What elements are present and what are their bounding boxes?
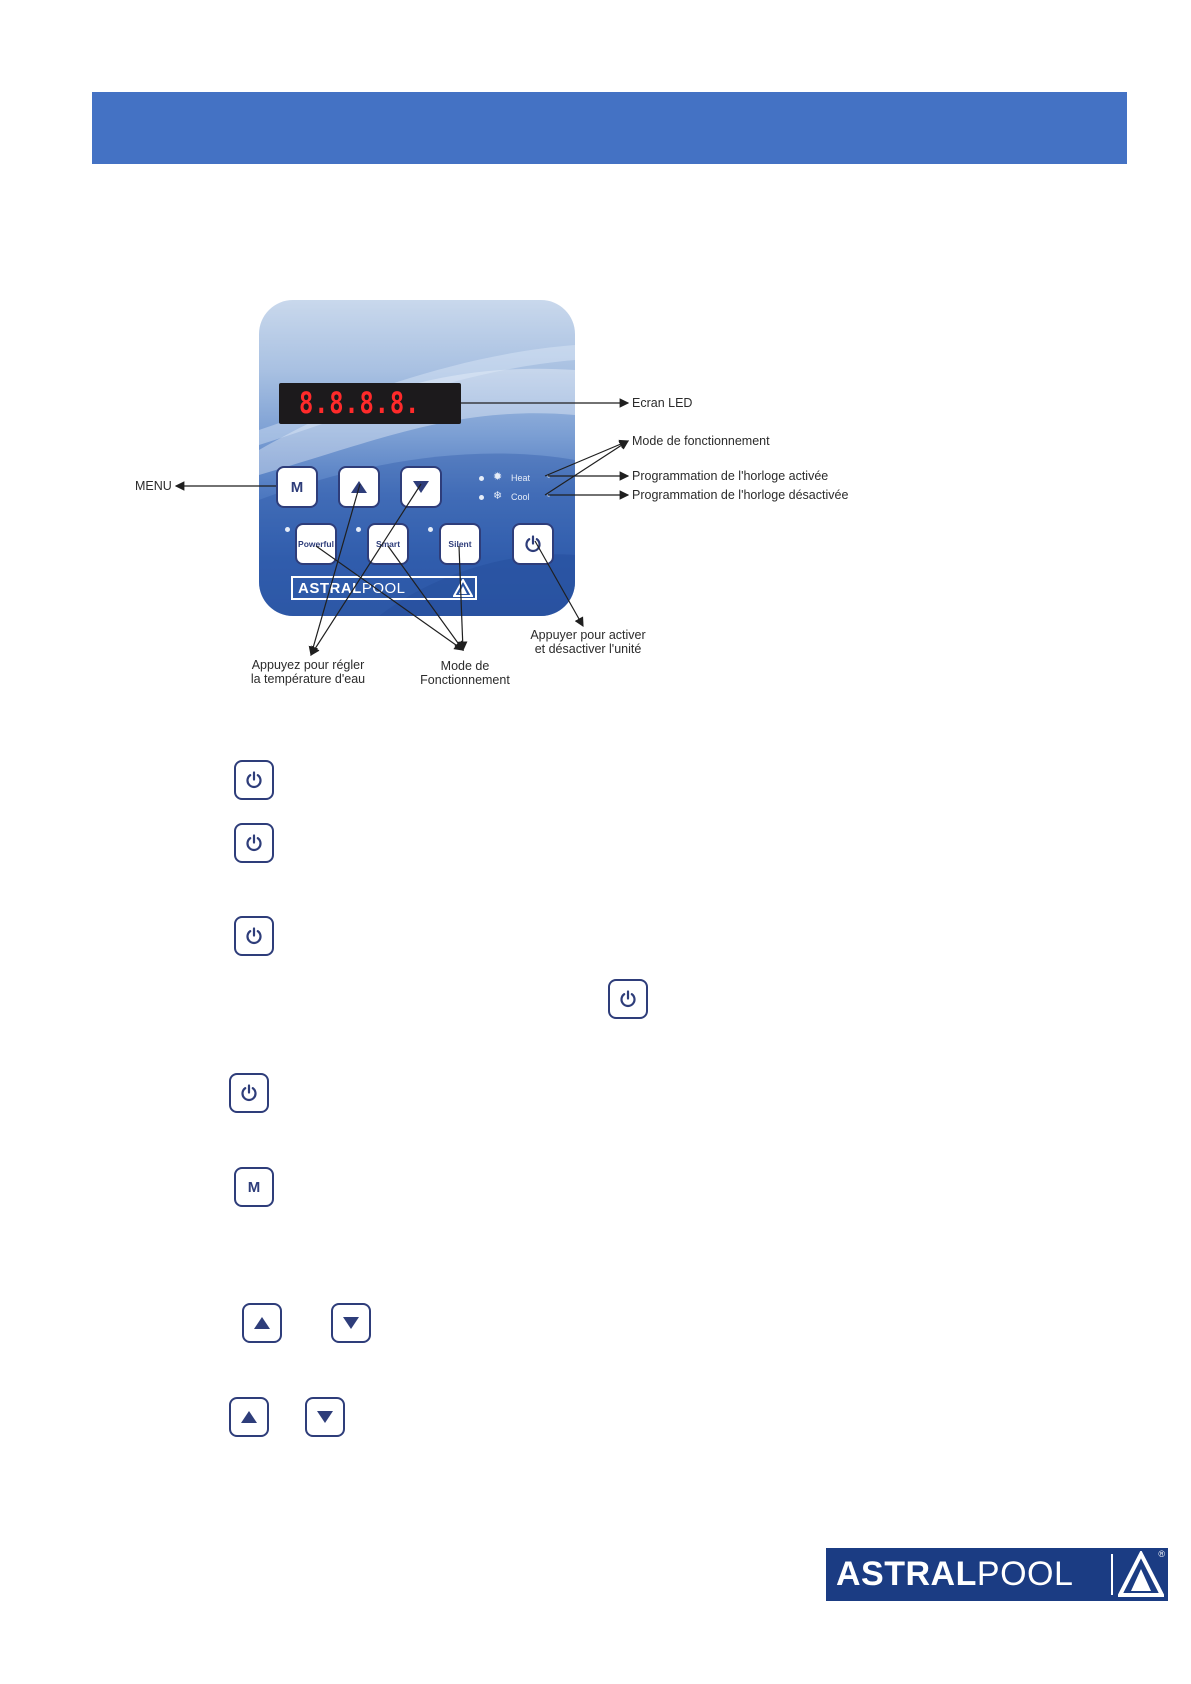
astralpool-logo-icon [1118,1551,1164,1598]
power-annotation-line2: et désactiver l'unité [534,642,642,656]
power-button-icon [234,916,274,956]
power-icon [523,534,543,554]
power-button[interactable] [512,523,554,565]
menu-button[interactable] [276,466,318,508]
up-arrow-icon [241,1411,257,1423]
led-screen [279,383,461,424]
cool-indicator-dot [479,495,484,500]
power-icon [244,926,264,946]
menu-annotation: MENU [135,479,172,493]
temperature-annotation-line2: la température d'eau [250,672,366,686]
menu-button-label: M [290,478,304,496]
up-button[interactable] [338,466,380,508]
silent-mode-label: Silent [448,539,472,549]
powerful-mode-label: Powerful [298,539,334,549]
menu-button-icon [234,1167,274,1207]
power-icon [244,833,264,853]
temperature-annotation [238,658,378,686]
silent-mode-button[interactable] [439,523,481,565]
smart-mode-label: Smart [375,539,401,549]
up-arrow-icon [351,481,367,493]
power-button-icon [234,760,274,800]
powerful-indicator-dot [285,527,290,532]
power-annotation-line1: Appuyer pour activer [530,628,646,642]
registered-mark: ® [1158,1549,1165,1559]
astralpool-logo-icon [453,579,473,597]
down-button-icon [331,1303,371,1343]
snowflake-icon: ❄ [493,490,503,502]
operating-mode-annotation: Mode de fonctionnement [632,434,770,448]
power-icon [618,989,638,1009]
down-arrow-icon [317,1411,333,1423]
powerful-mode-button[interactable] [295,523,337,565]
footer-logo-separator [1111,1554,1113,1595]
cool-label: Cool [511,492,530,502]
led-screen-annotation: Ecran LED [632,396,693,410]
panel-wave-background [259,300,575,616]
power-icon [244,770,264,790]
silent-indicator-dot [428,527,433,532]
control-panel [259,300,575,616]
clock-icon: ◔ [545,491,551,501]
panel-brand-text: ASTRALPOOL [298,579,406,597]
timer-on-annotation: Programmation de l'horloge activée [632,469,829,483]
down-arrow-icon [413,481,429,493]
footer-brand-logo [826,1548,1168,1601]
mode-annotation-line2: Fonctionnement [420,673,510,687]
down-arrow-icon [343,1317,359,1329]
led-display-value: 8.8.8.8. [299,386,421,420]
menu-button-icon-label: M [247,1178,261,1196]
mode-annotation [405,659,525,687]
up-button-icon [242,1303,282,1343]
temperature-annotation-line1: Appuyez pour régler [251,658,365,672]
power-icon [239,1083,259,1103]
clock-icon: ◔ [545,472,551,482]
power-button-icon [608,979,648,1019]
heat-indicator-dot [479,476,484,481]
up-button-icon [229,1397,269,1437]
up-arrow-icon [254,1317,270,1329]
panel-brand-logo [291,576,477,600]
smart-indicator-dot [356,527,361,532]
down-button[interactable] [400,466,442,508]
sun-icon: ✹ [493,471,503,483]
power-annotation [515,628,661,656]
heat-label: Heat [511,473,531,483]
down-button-icon [305,1397,345,1437]
header-bar [92,92,1127,164]
power-button-icon [229,1073,269,1113]
mode-annotation-line1: Mode de [440,659,490,673]
smart-mode-button[interactable] [367,523,409,565]
footer-brand-text: ASTRALPOOL [836,1555,1074,1593]
power-button-icon [234,823,274,863]
timer-off-annotation: Programmation de l'horloge désactivée [632,488,849,502]
